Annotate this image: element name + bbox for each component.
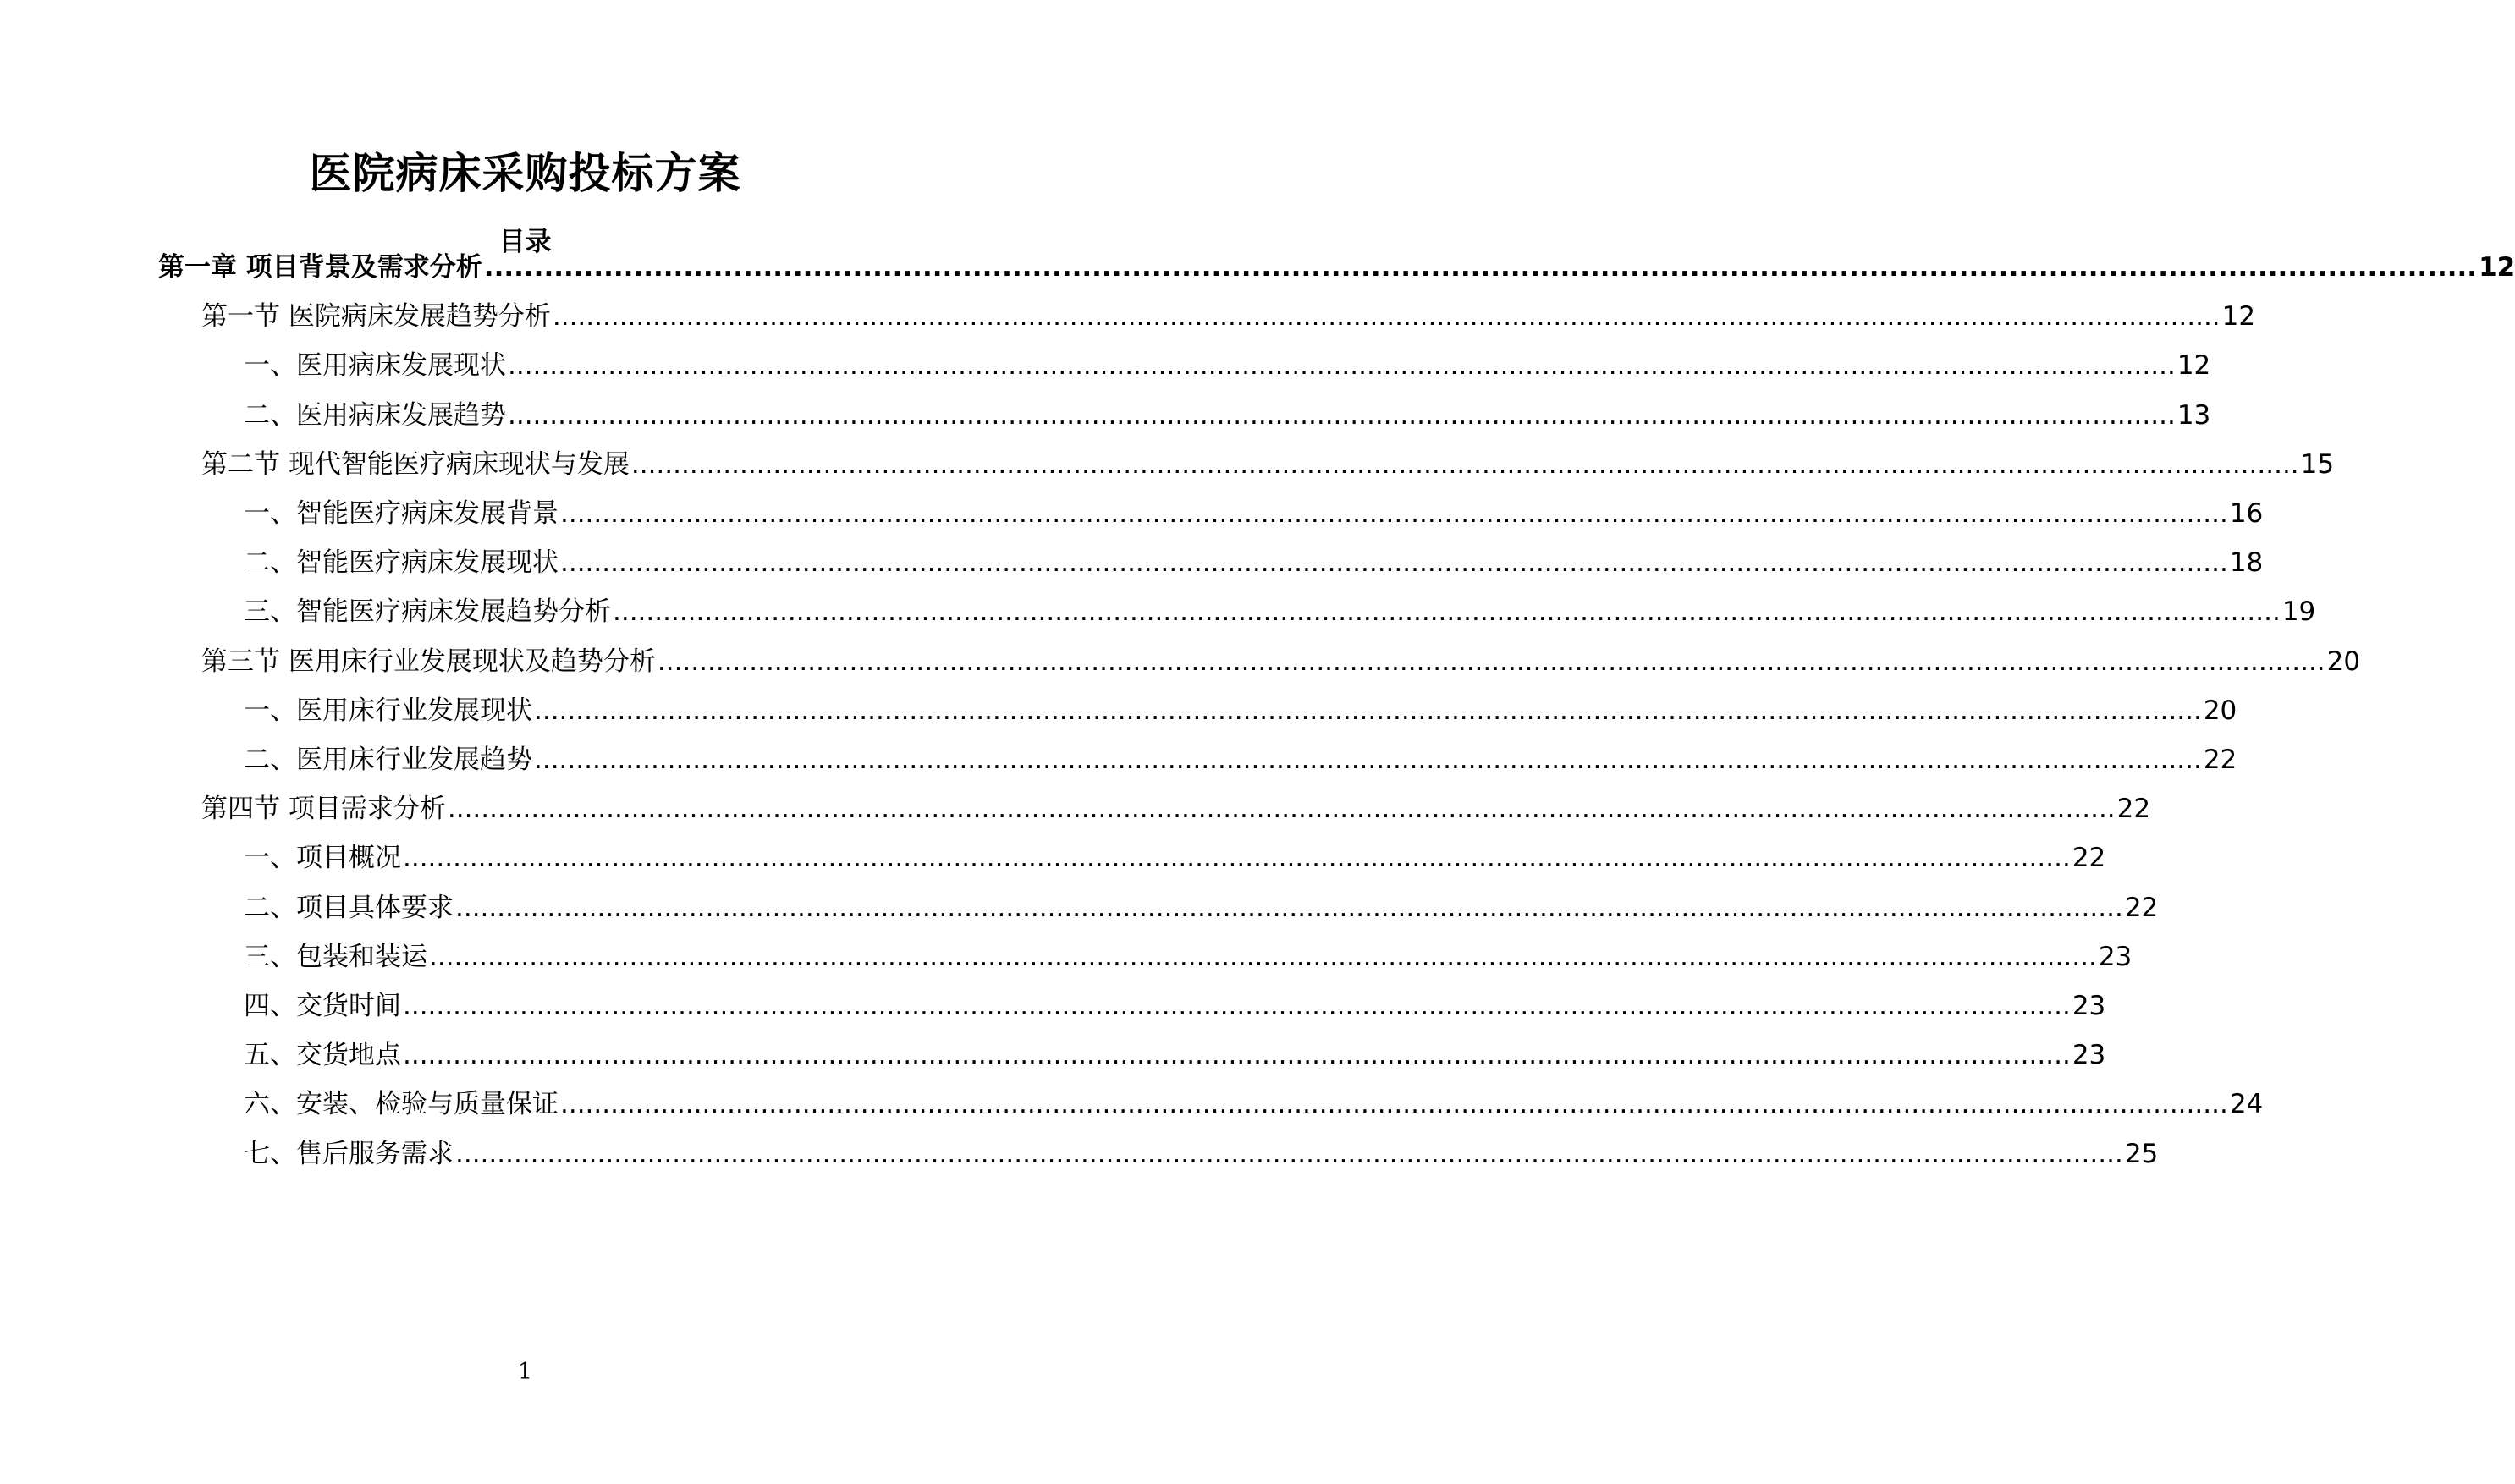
page-number: 1 <box>517 1359 533 1385</box>
toc-dot-leader: ........................................................................................................................................................................................................ <box>403 1040 2071 1071</box>
toc-entry-page: 12 <box>2479 252 2515 283</box>
toc-entry-label: 三、包装和装运 <box>244 941 427 972</box>
toc-dot-leader: ........................................................................................................................................................................................................ <box>403 843 2071 874</box>
toc-dot-leader: ........................................................................................................................................................................................................ <box>508 399 2176 431</box>
toc-heading: 目录 <box>498 227 552 257</box>
toc-dot-leader: ........................................................................................................................................................................................................ <box>534 695 2202 726</box>
toc-entry[interactable] <box>244 1033 2106 1074</box>
toc-dot-leader: ........................................................................................................................................................................................................ <box>455 1138 2123 1169</box>
toc-dot-leader: ........................................................................................................................................................................................................ <box>534 745 2202 775</box>
toc-entry[interactable] <box>244 344 2211 384</box>
toc-entry-page: 23 <box>2072 991 2106 1021</box>
toc-entry[interactable] <box>244 689 2237 729</box>
toc-entry-label: 一、项目概况 <box>244 843 401 874</box>
toc-dot-leader: ........................................................................................................................................................................................................ <box>630 448 2299 480</box>
toc-dot-leader: ........................................................................................................................................................................................................ <box>560 547 2228 579</box>
toc-entry-page: 20 <box>2203 695 2237 726</box>
toc-entry[interactable] <box>244 886 2159 926</box>
toc-dot-leader: ........................................................................................................................................................................................................ <box>552 301 2221 333</box>
toc-entry-page: 22 <box>2124 892 2159 923</box>
toc-dot-leader: ........................................................................................................................................................................................................ <box>613 596 2281 628</box>
toc-dot-leader: ........................................................................................................................................................................................................ <box>657 646 2325 677</box>
toc-dot-leader: ........................................................................................................................................................................................................ <box>455 892 2123 923</box>
toc-entry[interactable] <box>244 1082 2264 1123</box>
toc-entry-page: 12 <box>2221 301 2256 333</box>
toc-dot-leader: ........................................................................................................................................................................................................ <box>429 941 2097 972</box>
toc-entry-label: 第一节 医院病床发展趋势分析 <box>201 301 551 333</box>
toc-entry-label: 一、医用床行业发展现状 <box>244 695 532 726</box>
toc-entry-page: 18 <box>2229 547 2264 579</box>
toc-entry[interactable] <box>244 590 2316 630</box>
toc-entry-label: 七、售后服务需求 <box>244 1138 454 1169</box>
toc-entry-page: 24 <box>2229 1089 2264 1120</box>
toc-entry-label: 第一章 项目背景及需求分析 <box>158 252 482 283</box>
toc-entry-label: 第三节 医用床行业发展现状及趋势分析 <box>201 646 656 677</box>
toc-entry-label: 五、交货地点 <box>244 1040 401 1071</box>
toc-entry-label: 第四节 项目需求分析 <box>201 794 446 825</box>
toc-entry-label: 三、智能医疗病床发展趋势分析 <box>244 596 611 628</box>
toc-entry-label: 四、交货时间 <box>244 991 401 1021</box>
toc-entry-label: 二、医用病床发展趋势 <box>244 399 506 431</box>
toc-entry[interactable] <box>244 492 2264 532</box>
toc-entry-label: 六、安装、检验与质量保证 <box>244 1089 559 1120</box>
toc-entry-label: 二、医用床行业发展趋势 <box>244 745 532 775</box>
toc-entry[interactable] <box>201 442 2335 483</box>
toc-entry-page: 23 <box>2098 941 2133 972</box>
toc-entry[interactable] <box>201 294 2256 335</box>
toc-entry-page: 16 <box>2229 498 2264 529</box>
toc-entry[interactable] <box>244 836 2106 877</box>
toc-entry-label: 一、智能医疗病床发展背景 <box>244 498 559 529</box>
toc-dot-leader: ........................................................................................................................................................................................................ <box>560 498 2228 529</box>
toc-entry[interactable] <box>158 245 2515 286</box>
toc-entry-label: 一、医用病床发展现状 <box>244 350 506 382</box>
document-title: 医院病床采购投标方案 <box>309 149 741 198</box>
toc-entry[interactable] <box>244 541 2264 581</box>
toc-dot-leader: ........................................................................................................................................................................................................ <box>483 252 2478 283</box>
toc-entry[interactable] <box>201 787 2151 827</box>
toc-dot-leader: ........................................................................................................................................................................................................ <box>403 991 2071 1021</box>
toc-entry-page: 23 <box>2072 1040 2106 1071</box>
toc-entry-page: 19 <box>2281 596 2316 628</box>
toc-entry-label: 第二节 现代智能医疗病床现状与发展 <box>201 448 630 480</box>
toc-dot-leader: ........................................................................................................................................................................................................ <box>508 350 2176 382</box>
toc-entry-page: 12 <box>2177 350 2211 382</box>
toc-entry-page: 13 <box>2177 399 2211 431</box>
toc-entry[interactable] <box>244 935 2133 976</box>
toc-entry-page: 20 <box>2326 646 2361 677</box>
toc-entry[interactable] <box>244 738 2237 778</box>
toc-entry[interactable] <box>244 1132 2159 1173</box>
toc-dot-leader: ........................................................................................................................................................................................................ <box>560 1089 2228 1120</box>
toc-entry[interactable] <box>244 984 2106 1025</box>
toc-entry-page: 22 <box>2116 794 2151 825</box>
toc-entry-page: 25 <box>2124 1138 2159 1169</box>
toc-entry[interactable] <box>201 640 2361 680</box>
toc-entry-label: 二、项目具体要求 <box>244 892 454 923</box>
toc-entry-page: 22 <box>2203 745 2237 775</box>
toc-entry-page: 15 <box>2300 448 2335 480</box>
toc-entry-label: 二、智能医疗病床发展现状 <box>244 547 559 579</box>
toc-entry[interactable] <box>244 393 2211 434</box>
toc-entry-page: 22 <box>2072 843 2106 874</box>
toc-dot-leader: ........................................................................................................................................................................................................ <box>447 794 2116 825</box>
